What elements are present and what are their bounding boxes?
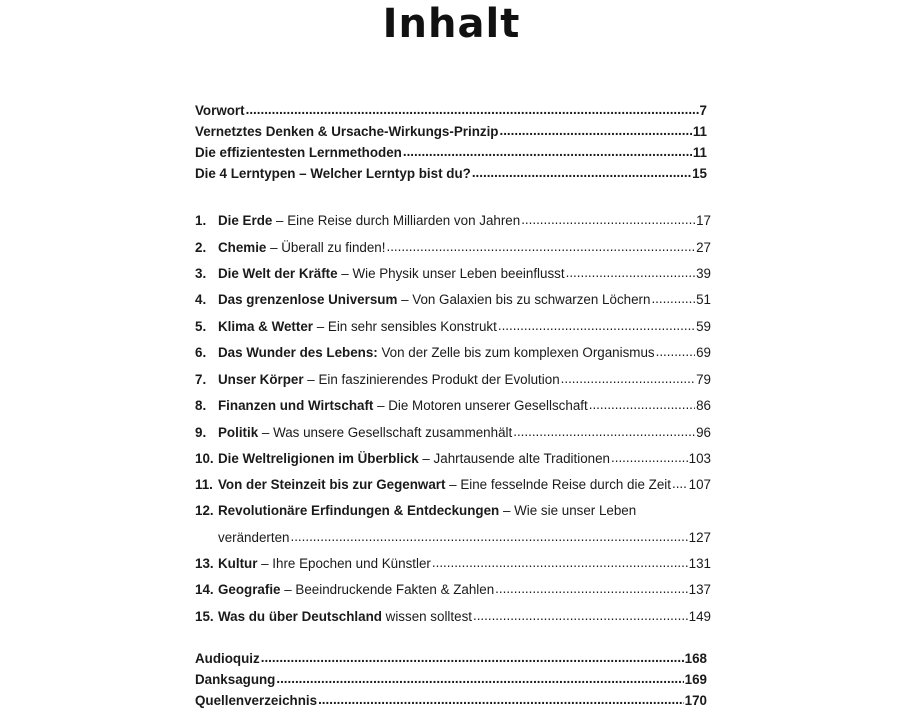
toc-entry-danksagung[interactable] (195, 672, 707, 692)
toc-entry-label: Audioquiz (195, 651, 260, 666)
chapter-title (218, 266, 565, 281)
toc-entry-lerntypen[interactable] (195, 166, 707, 186)
dot-leader (656, 344, 695, 359)
chapter-title (218, 503, 636, 518)
toc-chapter-3[interactable] (195, 266, 711, 286)
chapter-subtitle: – Die Motoren unserer Gesellschaft (373, 398, 588, 413)
toc-page-number: 69 (696, 345, 711, 360)
toc-chapter-10[interactable] (195, 451, 711, 471)
toc-chapter-12[interactable] (195, 503, 711, 523)
dot-leader (318, 692, 684, 707)
chapter-number: 8. (195, 398, 207, 413)
toc-page-number: 59 (696, 319, 711, 334)
toc-entry-vernetztes-denken[interactable] (195, 124, 707, 144)
toc-chapter-6[interactable] (195, 345, 711, 365)
chapter-title-bold: Chemie (218, 240, 267, 255)
toc-entry-label: Vernetztes Denken & Ursache-Wirkungs-Prinzip (195, 124, 499, 139)
dot-leader (498, 318, 695, 333)
chapter-subtitle-continued: veränderten (218, 530, 290, 545)
chapter-subtitle: – Ihre Epochen und Künstler (257, 556, 431, 571)
toc-page-number: 137 (688, 582, 711, 597)
dot-leader (261, 650, 684, 665)
toc-entry-label: Die effizientesten Lernmethoden (195, 145, 402, 160)
chapter-title-bold: Das grenzenlose Universum (218, 292, 398, 307)
toc-entry-lernmethoden[interactable] (195, 145, 707, 165)
dot-leader (672, 476, 688, 491)
toc-chapter-8[interactable] (195, 398, 711, 418)
chapter-number: 6. (195, 345, 207, 360)
toc-page-number: 107 (688, 477, 711, 492)
chapter-title (218, 372, 560, 387)
dot-leader (246, 102, 699, 117)
chapter-title-bold: Revolutionäre Erfindungen & Entdeckungen (218, 503, 500, 518)
dot-leader (521, 212, 695, 227)
dot-leader (513, 424, 695, 439)
toc-entry-label: Die 4 Lerntypen – Welcher Lerntyp bist du? (195, 166, 471, 181)
chapter-subtitle: – Ein sehr sensibles Konstrukt (313, 319, 497, 334)
toc-chapter-5[interactable] (195, 319, 711, 339)
chapter-title-bold: Die Weltreligionen im Überblick (218, 451, 419, 466)
chapter-number: 13. (195, 556, 214, 571)
chapter-title-bold: Unser Körper (218, 372, 304, 387)
toc-page-number: 27 (696, 240, 711, 255)
chapter-subtitle: – Jahrtausende alte Traditionen (418, 451, 610, 466)
chapter-title-bold: Was du über Deutschland (218, 609, 382, 624)
chapter-title (218, 319, 497, 334)
chapter-title (218, 292, 650, 307)
chapter-number: 15. (195, 609, 214, 624)
toc-chapter-2[interactable] (195, 240, 711, 260)
toc-page-number: 17 (696, 213, 711, 228)
toc-chapter-4[interactable] (195, 292, 711, 312)
toc-entry-label: Vorwort (195, 103, 245, 118)
dot-leader (432, 555, 688, 570)
chapter-number: 4. (195, 292, 207, 307)
chapter-number: 5. (195, 319, 207, 334)
chapter-number: 12. (195, 503, 214, 518)
dot-leader (561, 371, 695, 386)
toc-entry-quellenverzeichnis[interactable] (195, 693, 707, 713)
toc-entry-audioquiz[interactable] (195, 651, 707, 671)
chapter-subtitle: – Eine fesselnde Reise durch die Zeit (445, 477, 671, 492)
chapter-title (218, 556, 431, 571)
toc-page-number: 79 (696, 372, 711, 387)
dot-leader (290, 529, 687, 544)
toc-page-number: 103 (688, 451, 711, 466)
toc-entry-label: Quellenverzeichnis (195, 693, 318, 708)
chapter-title-bold: Klima & Wetter (218, 319, 313, 334)
dot-leader (403, 144, 692, 159)
chapter-subtitle: – Eine Reise durch Milliarden von Jahren (272, 213, 521, 228)
chapter-title (218, 425, 512, 440)
chapter-title-bold: Finanzen und Wirtschaft (218, 398, 374, 413)
chapter-title (218, 609, 472, 624)
chapter-title-bold: Kultur (218, 556, 258, 571)
chapter-title (218, 451, 610, 466)
chapter-title (218, 345, 655, 360)
chapter-title-bold: Die Welt der Kräfte (218, 266, 338, 281)
chapter-subtitle: – Ein faszinierendes Produkt der Evolution (303, 372, 560, 387)
toc-page-number: 51 (696, 292, 711, 307)
dot-leader (611, 450, 688, 465)
toc-chapter-7[interactable] (195, 372, 711, 392)
dot-leader (473, 608, 688, 623)
chapter-subtitle: – Wie sie unser Leben (499, 503, 637, 518)
toc-chapter-9[interactable] (195, 425, 711, 445)
toc-page-number: 86 (696, 398, 711, 413)
toc-page-number: 169 (684, 672, 707, 687)
chapter-subtitle: – Wie Physik unser Leben beeinflusst (337, 266, 565, 281)
chapter-number: 7. (195, 372, 207, 387)
chapter-number: 2. (195, 240, 207, 255)
toc-entry-vorwort[interactable] (195, 103, 707, 123)
chapter-subtitle: Von der Zelle bis zum komplexen Organismus (377, 345, 655, 360)
chapter-number: 3. (195, 266, 207, 281)
dot-leader (566, 265, 696, 280)
toc-chapter-15[interactable] (195, 609, 711, 629)
toc-chapter-11[interactable] (195, 477, 711, 497)
chapter-subtitle: – Überall zu finden! (266, 240, 386, 255)
chapter-number: 1. (195, 213, 207, 228)
toc-page-number: 15 (692, 166, 707, 181)
toc-chapter-13[interactable] (195, 556, 711, 576)
chapter-title-bold: Das Wunder des Lebens: (218, 345, 378, 360)
dot-leader (651, 291, 695, 306)
dot-leader (499, 123, 691, 138)
chapter-subtitle: wissen solltest (381, 609, 472, 624)
dot-leader (472, 165, 691, 180)
toc-page-number: 11 (692, 124, 707, 139)
chapter-title-bold: Von der Steinzeit bis zur Gegenwart (218, 477, 446, 492)
chapter-title (218, 213, 520, 228)
toc-page-number: 131 (688, 556, 711, 571)
toc-page-number: 11 (692, 145, 707, 160)
dot-leader (589, 397, 695, 412)
page-title: Inhalt (382, 1, 521, 47)
dot-leader (386, 239, 695, 254)
toc-chapter-1[interactable] (195, 213, 711, 233)
chapter-title-bold: Geografie (218, 582, 281, 597)
dot-leader (495, 581, 687, 596)
chapter-number: 14. (195, 582, 214, 597)
toc-page-number: 170 (684, 693, 707, 708)
toc-page-number: 96 (696, 425, 711, 440)
toc-page-number: 7 (699, 103, 707, 118)
chapter-title (218, 477, 671, 492)
chapter-number: 11. (195, 477, 213, 492)
chapter-title-bold: Politik (218, 425, 259, 440)
chapter-subtitle: – Von Galaxien bis zu schwarzen Löchern (397, 292, 651, 307)
chapter-title (218, 582, 494, 597)
dot-leader (276, 671, 683, 686)
toc-chapter-14[interactable] (195, 582, 711, 602)
chapter-title-bold: Die Erde (218, 213, 273, 228)
chapter-subtitle: – Was unsere Gesellschaft zusammenhält (258, 425, 513, 440)
toc-chapter-12-continued[interactable] (195, 530, 711, 550)
toc-page-number: 39 (696, 266, 711, 281)
toc-page-number: 149 (688, 609, 711, 624)
chapter-title (218, 240, 385, 255)
chapter-subtitle: – Beeindruckende Fakten & Zahlen (280, 582, 495, 597)
chapter-number: 9. (195, 425, 207, 440)
chapter-number: 10. (195, 451, 214, 466)
toc-page-number: 127 (688, 530, 711, 545)
chapter-title (218, 398, 588, 413)
toc-entry-label: Danksagung (195, 672, 276, 687)
toc-page-number: 168 (684, 651, 707, 666)
